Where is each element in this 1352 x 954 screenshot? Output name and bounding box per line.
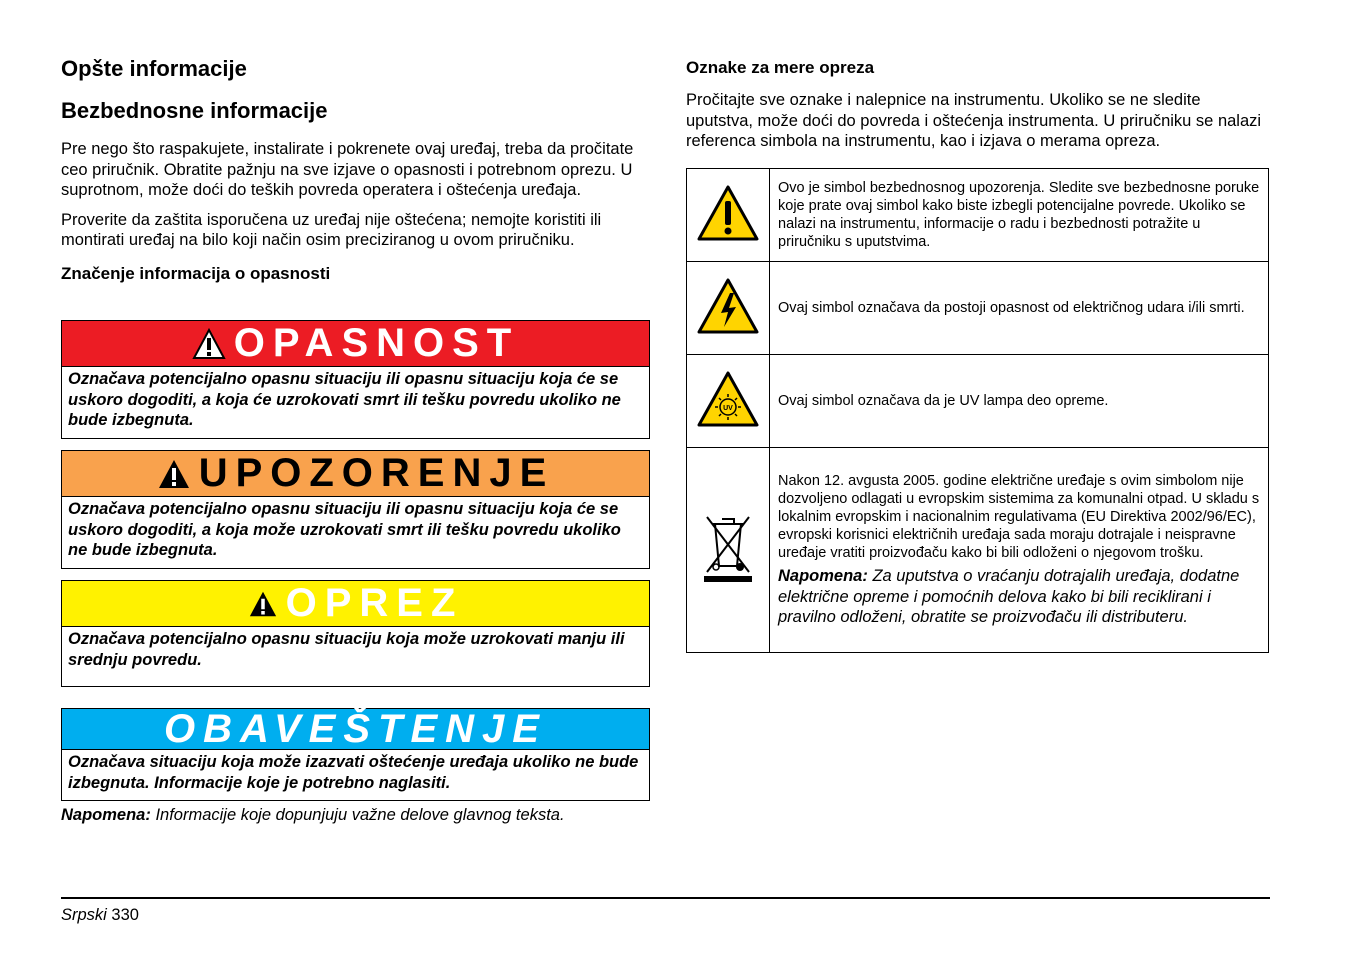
warning-triangle-icon: [192, 328, 226, 360]
warning-label: UPOZORENJE: [198, 451, 555, 495]
weee-desc-cell: [770, 448, 1269, 653]
danger-header: [62, 321, 649, 367]
warning-triangle-icon: [687, 169, 770, 262]
symbol-desc: Ovaj simbol označava da postoji opasnost od električnog udara i/ili smrti.: [770, 262, 1269, 355]
table-row: [687, 169, 1269, 262]
warning-header: [62, 451, 649, 497]
warning-box: [61, 450, 650, 569]
table-row: [687, 448, 1269, 653]
danger-label: OPASNOST: [233, 321, 520, 365]
uv-lamp-icon: [687, 355, 770, 448]
symbol-desc: Ovaj simbol označava da je UV lampa deo opreme.: [770, 355, 1269, 448]
right-column: [686, 55, 1269, 152]
intro-paragraph: Pre nego što raspakujete, instalirate i pokrenete ovaj uređaj, treba da pročitate ceo priručnik. Obratite pažnju na sve izjave o opasnosti i potrebnom oprezu. U suprotnom, može doći do teških povreda operatera i oštećenja uređaja.: [61, 140, 634, 199]
warning-triangle-icon: [157, 458, 191, 490]
footer-language: Srpski: [61, 906, 107, 924]
danger-box: [61, 320, 650, 439]
weee-note-label: Napomena:: [778, 567, 868, 586]
caution-header: [62, 581, 649, 627]
weee-note-text: Za uputstva o vraćanju dotrajalih uređaja, dodatne električne opreme i pomoćnih delova kako bi bili reciklirani i pravilno odloženi, obratite se proizvođaču ili distributeru.: [778, 567, 1240, 627]
note-label: Napomena:: [61, 806, 151, 824]
uv-icon-label: UV: [723, 404, 733, 412]
protection-paragraph: Proverite da zaštita isporučena uz uređaj nije oštećena; nemojte koristiti ili montirati uređaj na bilo koji način osim preciziranog u ovom priručniku.: [61, 210, 602, 249]
symbol-desc: Ovo je simbol bezbednosnog upozorenja. Sledite sve bezbednosne poruke koje prate ovaj simbol kako biste izbegli potencijalne povrede. Ukoliko se nalazi na instrumentu, informacije o radu i bezbednosti potražite u priručniku s uputstvima.: [770, 169, 1269, 262]
table-row: [687, 355, 1269, 448]
caution-text: Označava potencijalno opasnu situaciju koja može uzrokovati manju ili srednju povredu.: [68, 630, 625, 669]
notice-label: OBAVEŠTENJE: [164, 706, 547, 751]
safety-title: Bezbednosne informacije: [61, 98, 328, 123]
electric-shock-icon: [687, 262, 770, 355]
note-text: Informacije koje dopunjuju važne delove glavnog teksta.: [150, 806, 565, 824]
precaution-heading: Oznake za mere opreza: [686, 58, 875, 77]
caution-label: OPREZ: [285, 581, 464, 625]
caution-box: [61, 580, 650, 687]
notice-text: Označava situaciju koja može izazvati oštećenje uređaja ukoliko ne bude izbegnuta. Informacije koje je potrebno naglasiti.: [68, 753, 639, 792]
warning-text: Označava potencijalno opasnu situaciju ili opasnu situaciju koja će se uskoro dogoditi, a koja može uzrokovati smrt ili tešku povredu ukoliko ne bude izbegnuta.: [68, 500, 621, 559]
notice-box: [61, 708, 650, 801]
weee-bin-icon: [687, 448, 770, 653]
precaution-paragraph: Pročitajte sve oznake i nalepnice na instrumentu. Ukoliko se ne sledite uputstva, može doći do povreda i oštećenja instrumenta. U priručniku se nalazi referenca simbola na instrumentu, kao i izjava o merama opreza.: [686, 91, 1262, 150]
warning-triangle-icon: [248, 590, 278, 618]
hazard-subheading: Značenje informacija o opasnosti: [61, 263, 331, 283]
note-line: [61, 806, 565, 825]
danger-text: Označava potencijalno opasnu situaciju ili opasnu situaciju koja će se uskoro dogoditi, a koja će uzrokovati smrt ili tešku povredu ukoliko ne bude izbegnuta.: [68, 370, 621, 429]
table-row: [687, 262, 1269, 355]
footer-divider: [61, 897, 1270, 899]
page-number: 330: [106, 906, 139, 924]
symbol-table: [686, 168, 1269, 653]
symbol-desc: Nakon 12. avgusta 2005. godine električne uređaje s ovim simbolom nije dozvoljeno odlagati u evropskim sistemima za komunalni otpad. U skladu s lokalnim evropskim i nacionalnim regulativama (EU Direktiva 2002/96/EC), evropski korisnici električnih uređaja sada moraju dotrajale i neispravne uređaje vratiti proizvođaču kako bi bili odloženi o njegovom trošku.: [778, 473, 1260, 562]
left-column: [61, 55, 649, 285]
page-footer: [61, 906, 139, 925]
notice-header: [62, 706, 649, 751]
weee-note: [778, 566, 1260, 628]
section-title: Opšte informacije: [61, 56, 247, 81]
